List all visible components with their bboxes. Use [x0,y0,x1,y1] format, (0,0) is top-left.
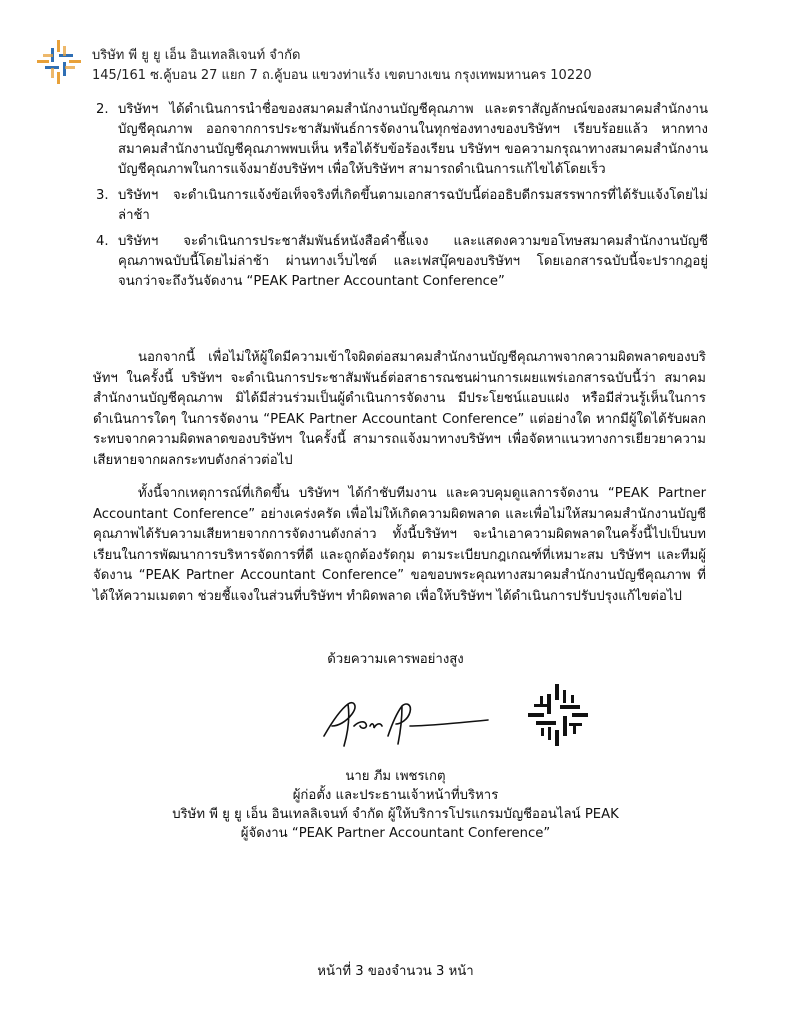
signatory-name: นาย ภีม เพชรเกตุ [345,769,446,784]
company-address: 145/161 ซ.คู้บอน 27 แยก 7 ถ.คู้บอน แขวงท่าแร้ง เขตบางเขน กรุงเทพมหานคร 10220 [92,68,592,83]
list-item [96,186,708,226]
list-item [96,232,708,292]
company-stamp-icon [528,684,588,746]
handwritten-signature [318,692,496,748]
list-item-text: บริษัทฯ ได้ดำเนินการนำชื่อของสมาคมสำนักงานบัญชีคุณภาพ และตราสัญลักษณ์ของสมาคมสำนักงานบัญชีคุณภาพ ออกจากการประชาสัมพันธ์การจัดงานในทุกช่องทางของบริษัทฯ เรียบร้อยแล้ว หากทางสมาคมสำนักงานบัญชีคุณภาพพบเห็น หรือได้รับข้อร้องเรียน บริษัทฯ ขอความกรุณาทางสมาคมสำนักงานบัญชีคุณภาพในการแจ้งมายังบริษัทฯ เพื่อให้บริษัทฯ สามารถดำเนินการแก้ไขได้โดยเร็ว [118,102,708,177]
list-item-text: บริษัทฯ จะดำเนินการแจ้งข้อเท็จจริงที่เกิดขึ้นตามเอกสารฉบับนี้ต่ออธิบดีกรมสรรพากรที่ได้รับแจ้งโดยไม่ล่าช้า [118,188,708,223]
list-item-text: บริษัทฯ จะดำเนินการประชาสัมพันธ์หนังสือคำชี้แจง และแสดงความขอโทษสมาคมสำนักงานบัญชีคุณภาพฉบับนี้โดยไม่ล่าช้า ผ่านทางเว็บไซต์ และเฟสบุ๊คของบริษัทฯ โดยเอกสารฉบับนี้จะปรากฎอยู่จนกว่าจะถึงวันจัดงาน “PEAK Partner Accountant Conference” [118,234,708,289]
list-item-number: 3. [96,188,109,203]
list-item [96,100,708,180]
signatory-company: บริษัท พี ยู ยู เอ็น อินเทลลิเจนท์ จำกัด ผู้ให้บริการโปรแกรมบัญชีออนไลน์ PEAK [172,807,619,822]
list-item-number: 2. [96,102,109,117]
list-item-number: 4. [96,234,109,249]
page-number: หน้าที่ 3 ของจำนวน 3 หน้า [317,964,474,979]
paragraph-commitment: ทั้งนี้จากเหตุการณ์ที่เกิดขึ้น บริษัทฯ ได้กำชับทีมงาน และควบคุมดูแลการจัดงาน “PEAK Partner Accountant Conference” อย่างเคร่งครัด เพื่อไม่ให้เกิดความผิดพลาด และเพื่อไม่ให้สมาคมสำนักงานบัญชีคุณภาพได้รับความเสียหายจากการจัดงานดังกล่าว ทั้งนี้บริษัทฯ จะนำเอาความผิดพลาดในครั้งนี้ไปเป็นบทเรียนในการพัฒนาการบริหารจัดการที่ดี และถูกต้องรัดกุม ตามระเบียบกฎเกณฑ์ที่เหมาะสม บริษัทฯ และทีมผู้จัดงาน “PEAK Partner Accountant Conference” ขอขอบพระคุณทางสมาคมสำนักงานบัญชีคุณภาพ ที่ได้ให้ความเมตตา ช่วยชี้แจงในส่วนที่บริษัทฯ ทำผิดพลาด เพื่อให้บริษัทฯ ได้ดำเนินการปรับปรุงแก้ไขต่อไป [93,486,706,604]
action-list [96,100,708,298]
paragraph-clarification: นอกจากนี้ เพื่อไม่ให้ผู้ใดมีความเข้าใจผิดต่อสมาคมสำนักงานบัญชีคุณภาพจากความผิดพลาดของบริษัทฯ ในครั้งนี้ บริษัทฯ จะดำเนินการประชาสัมพันธ์ต่อสาธารณชนผ่านการเผยแพร่เอกสารฉบับนี้ว่า สมาคมสำนักงานบัญชีคุณภาพ มิได้มีส่วนร่วมเป็นผู้ดำเนินการจัดงาน มีประโยชน์แอบแฝง หรือมีส่วนรู้เห็นในการดำเนินการใดๆ ในการจัดงาน “PEAK Partner Accountant Conference” แต่อย่างใด หากมีผู้ใดได้รับผลกระทบจากความผิดพลาดของบริษัทฯ ในครั้งนี้ สามารถแจ้งมาทางบริษัทฯ เพื่อจัดหาแนวทางการเยียวยาความเสียหายจากผลกระทบดังกล่าวต่อไป [93,350,706,468]
closing-salutation: ด้วยความเคารพอย่างสูง [327,652,464,667]
signatory-title: ผู้ก่อตั้ง และประธานเจ้าหน้าที่บริหาร [292,788,499,803]
company-name: บริษัท พี ยู ยู เอ็น อินเทลลิเจนท์ จำกัด [92,48,301,63]
signatory-organizer: ผู้จัดงาน “PEAK Partner Accountant Conference” [240,826,551,841]
company-logo-icon [35,38,83,86]
